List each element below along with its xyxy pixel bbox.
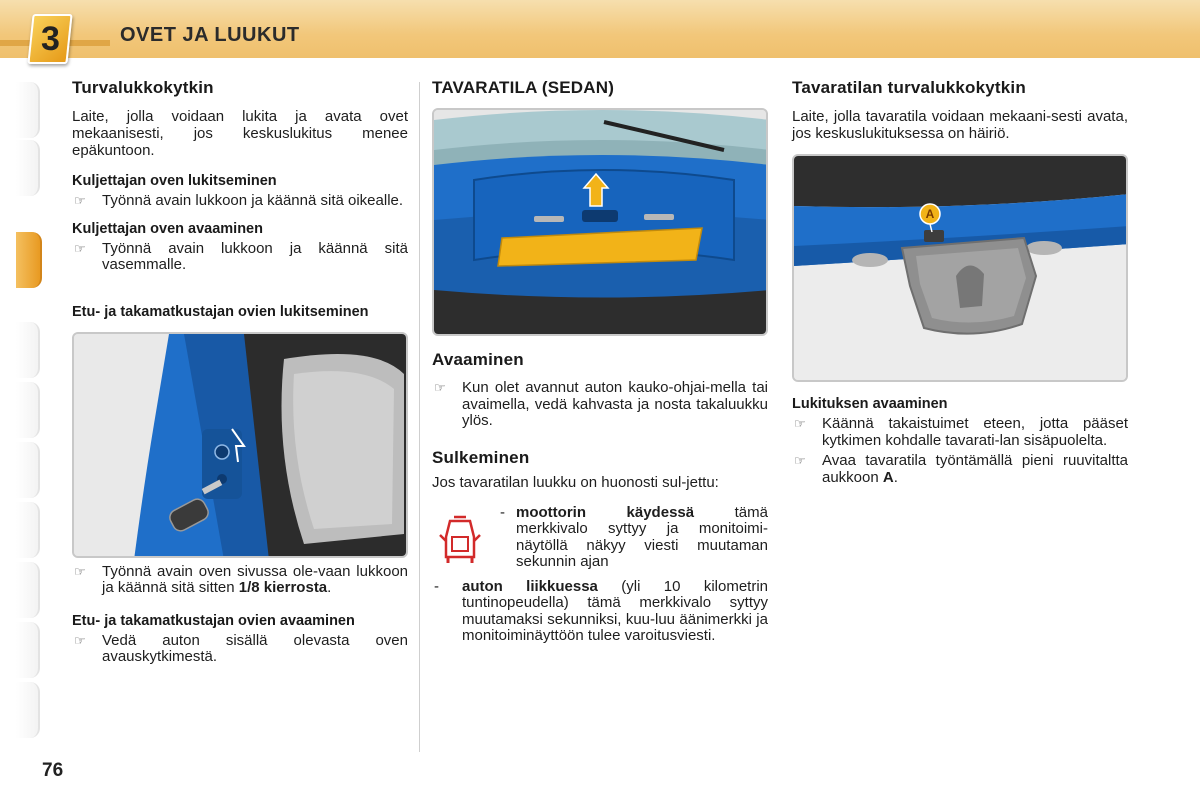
instruction-insert-screwdriver [792, 453, 1128, 486]
instruction-driver-lock [72, 193, 408, 210]
chapter-tab-2[interactable] [16, 140, 40, 196]
pointing-hand-icon: ☞ [74, 632, 86, 648]
instruction-emphasis: 1/8 kierrosta [238, 579, 328, 596]
page-number: 76 [42, 760, 64, 781]
subheading-passenger-lock: Etu- ja takamatkustajan ovien lukitseminen [72, 303, 369, 320]
pointing-hand-icon: ☞ [794, 416, 806, 431]
instruction-passenger-unlock [72, 633, 408, 666]
column-door-locks [72, 78, 408, 666]
instruction-text: Työnnä avain oven sivussa ole-vaan lukkoon ja käännä sitä sitten [102, 562, 408, 596]
chapter-tab-1[interactable] [16, 82, 40, 138]
column-trunk-emergency-lock [792, 78, 1128, 486]
section-heading: Tavaratilan turvalukkokytkin [792, 78, 1026, 97]
instruction-text: Käännä takaistuimet eteen, jotta pääset kytkimen kohdalle tavarati-lan sisäpuolelta. [822, 415, 1128, 449]
chapter-tab-10[interactable] [16, 682, 40, 738]
door-lock-drawing [74, 334, 408, 558]
subheading-opening: Avaaminen [432, 350, 524, 369]
instruction-driver-unlock [72, 241, 408, 274]
trunk-illustration [432, 108, 768, 336]
chapter-tab-6[interactable] [16, 442, 40, 498]
subheading-closing: Sulkeminen [432, 447, 530, 467]
trunk-lock-drawing [794, 156, 1128, 382]
instruction-text: Avaa tavaratila työntämällä pieni ruuvitaltta aukkoon [822, 452, 1128, 486]
trunk-lock-illustration [792, 154, 1128, 382]
section-heading: TAVARATILA (SEDAN) [432, 78, 615, 97]
condition-text: (yli 10 kilometrin tuntinopeudella) tämä merkkivalo syttyy muutamaksi sekunniksi, kuu-luu äänimerkki ja monitoiminäyttöön tulee varoitusviesti. [462, 577, 768, 644]
chapter-tab-8[interactable] [16, 562, 40, 618]
chapter-tabs [16, 82, 42, 722]
trunk-drawing [434, 110, 768, 336]
warning-vehicle-moving [432, 579, 768, 645]
instruction-fold-seats [792, 416, 1128, 449]
instruction-text: Työnnä avain lukkoon ja käännä sitä vasemmalle. [102, 239, 408, 273]
condition-emphasis: auton liikkuessa [462, 577, 598, 595]
instruction-opening [432, 380, 768, 430]
subheading-driver-unlock: Kuljettajan oven avaaminen [72, 220, 263, 237]
closing-intro: Jos tavaratilan luukku on huonosti sul-jettu: [432, 473, 719, 491]
chapter-number: 3 [40, 19, 60, 58]
chapter-badge [27, 14, 72, 64]
pointing-hand-icon: ☞ [74, 193, 86, 208]
trunk-open-warning-icon [438, 515, 482, 565]
chapter-tab-5[interactable] [16, 382, 40, 438]
intro-paragraph: Laite, jolla voidaan lukita ja avata ovet mekaanisesti, jos keskuslukitus menee epäkuntoon. [72, 108, 408, 159]
section-heading: Turvalukkokytkin [72, 78, 214, 97]
instruction-passenger-lock [72, 564, 408, 597]
condition-text: tämä merkkivalo syttyy ja monitoimi-näytöllä näkyy viesti muutaman sekunnin ajan [516, 503, 768, 570]
label-a: A [925, 207, 935, 221]
chapter-tab-9[interactable] [16, 622, 40, 678]
section-title: OVET JA LUUKUT [120, 24, 300, 46]
chapter-tab-3-active[interactable] [16, 232, 42, 288]
subheading-passenger-unlock: Etu- ja takamatkustajan ovien avaaminen [72, 612, 355, 629]
instruction-text: Vedä auton sisällä olevasta oven avauskytkimestä. [102, 631, 408, 665]
instruction-text: Työnnä avain lukkoon ja käännä sitä oikealle. [102, 192, 404, 209]
pointing-hand-icon: ☞ [434, 380, 446, 395]
pointing-hand-icon: ☞ [794, 453, 806, 468]
chapter-tab-7[interactable] [16, 502, 40, 558]
condition-emphasis: moottorin käydessä [516, 503, 695, 521]
dash-marker: - [500, 503, 505, 521]
column-divider-1 [419, 82, 420, 752]
chapter-tab-4[interactable] [16, 322, 40, 378]
instruction-text-end: . [893, 468, 898, 486]
subheading-driver-lock: Kuljettajan oven lukitseminen [72, 173, 277, 189]
subheading-unlock: Lukituksen avaaminen [792, 396, 948, 412]
instruction-text: Kun olet avannut auton kauko-ohjai-mella tai avaimella, vedä kahvasta ja nosta takaluukku ylös. [462, 379, 768, 429]
door-lock-illustration [72, 332, 408, 558]
intro-paragraph: Laite, jolla tavaratila voidaan mekaani-sesti avata, jos keskuslukituksessa on häiriö. [792, 108, 1128, 142]
instruction-emphasis: A [882, 468, 894, 486]
pointing-hand-icon: ☞ [74, 563, 86, 579]
instruction-text-end: . [327, 579, 332, 596]
engine-running-text [498, 505, 768, 571]
dash-marker: - [434, 577, 439, 595]
warning-engine-running [432, 505, 768, 573]
column-trunk [432, 78, 768, 645]
pointing-hand-icon: ☞ [74, 240, 86, 256]
